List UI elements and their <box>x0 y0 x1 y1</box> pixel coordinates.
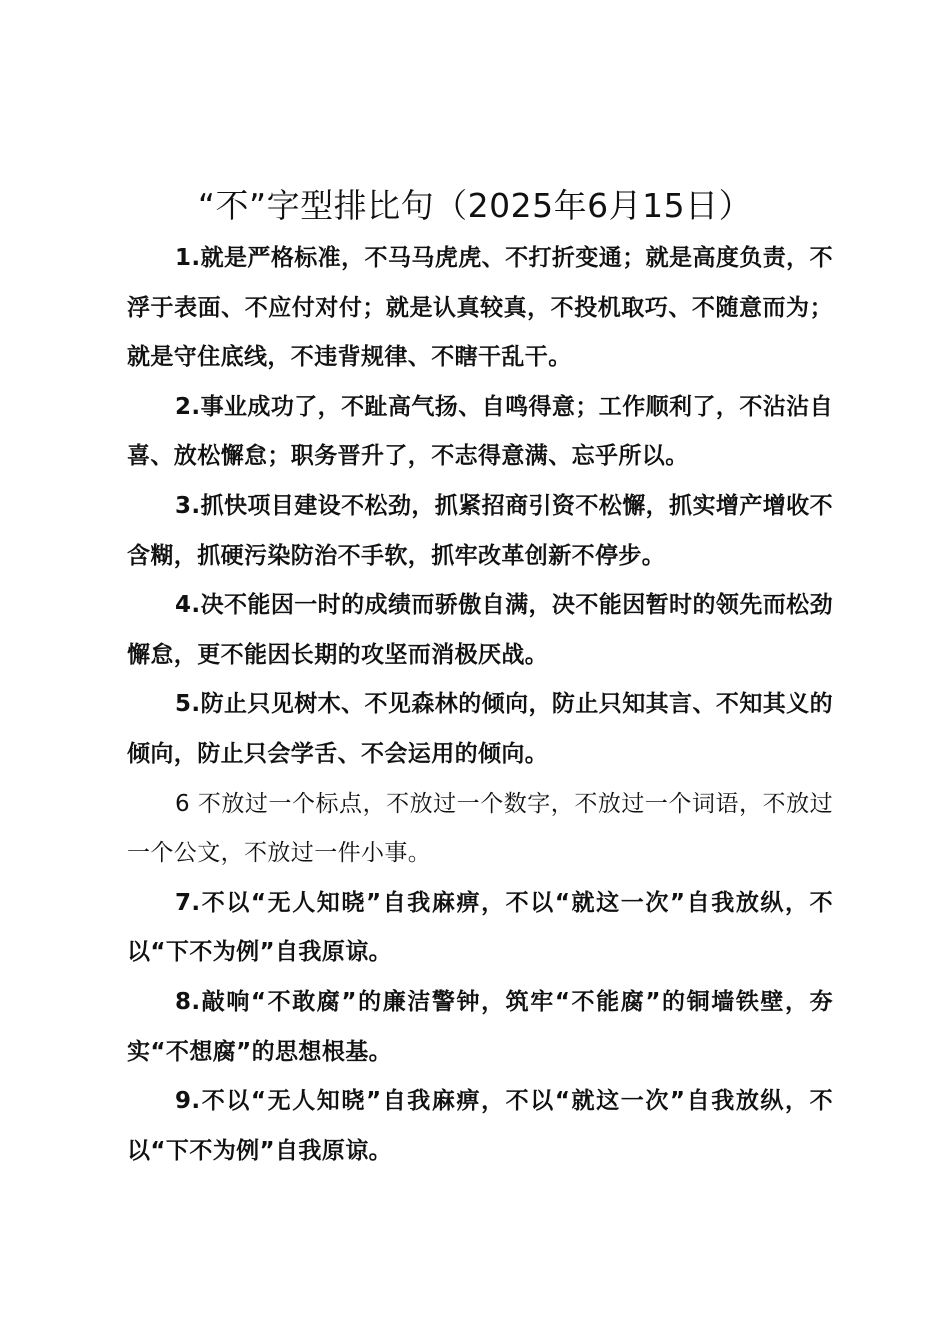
paragraph-3: 3.抓快项目建设不松劲，抓紧招商引资不松懈，抓实增产增收不含糊，抓硬污染防治不手软，抓牢改革创新不停步。 <box>127 492 833 569</box>
paragraph-2: 2.事业成功了，不趾高气扬、自鸣得意；工作顺利了，不沾沾自喜、放松懈怠；职务晋升了，不志得意满、忘乎所以。 <box>127 393 833 470</box>
paragraph-8: 8.敲响“不敢腐”的廉洁警钟，筑牢“不能腐”的铜墙铁壁，夯实“不想腐”的思想根基。 <box>127 988 833 1065</box>
paragraph-9: 9.不以“无人知晓”自我麻痹，不以“就这一次”自我放纵，不以“下不为例”自我原谅。 <box>127 1088 833 1164</box>
paragraph-6: 6 不放过一个标点，不放过一个数字，不放过一个词语，不放过一个公文，不放过一件小事。 <box>127 790 833 867</box>
paragraph-1: 1.就是严格标准，不马马虎虎、不打折变通；就是高度负责，不浮于表面、不应付对付；就是认真较真，不投机取巧、不随意而为；就是守住底线，不违背规律、不瞎干乱干。 <box>127 245 833 371</box>
paragraph-7: 7.不以“无人知晓”自我麻痹，不以“就这一次”自我放纵，不以“下不为例”自我原谅。 <box>127 889 833 966</box>
document-title: “不”字型排比句（2025年6月15日） <box>197 186 753 225</box>
document-body <box>127 234 833 1176</box>
paragraph-4: 4.决不能因一时的成绩而骄傲自满，决不能因暂时的领先而松劲懈怠，更不能因长期的攻坚而消极厌战。 <box>127 592 833 668</box>
paragraph-5: 5.防止只见树木、不见森林的倾向，防止只知其言、不知其义的倾向，防止只会学舌、不会运用的倾向。 <box>127 691 833 767</box>
